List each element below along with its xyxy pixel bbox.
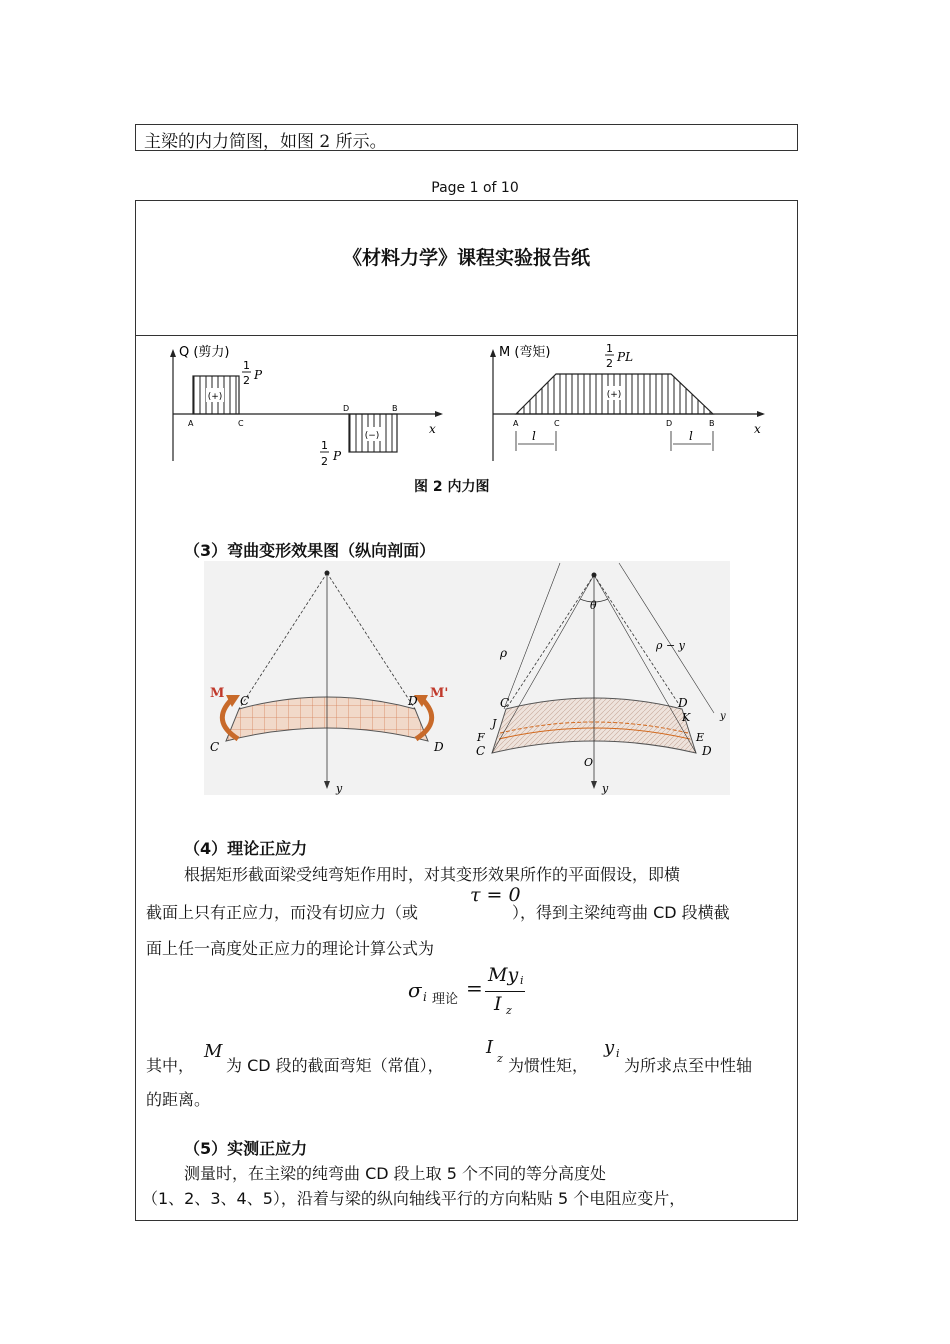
section-5-heading: （5）实测正应力	[184, 1139, 308, 1158]
moment-axis-label: M (弯矩)	[499, 345, 551, 360]
page-number: Page 1 of 10	[431, 180, 519, 196]
point-k-label: K	[682, 711, 691, 724]
sigma-symbol: σ	[408, 978, 422, 1002]
shear-point-a: A	[188, 419, 194, 428]
fraction-bar	[485, 991, 525, 992]
where-text-b: 为 CD 段的截面弯矩（常值），	[226, 1056, 444, 1075]
shear-half-den-bottom: 2	[321, 455, 328, 468]
where-text-e: 的距离。	[146, 1090, 211, 1109]
right-y-dim-label: y	[720, 711, 726, 722]
moment-point-a: A	[513, 419, 519, 428]
moment-plus-label: (+)	[606, 390, 622, 400]
shear-minus-label: (−)	[364, 431, 380, 441]
theta-label: θ	[590, 599, 597, 612]
numerator-my: My	[488, 964, 519, 986]
section-4-line-3: 面上任一高度处正应力的理论计算公式为	[146, 939, 435, 958]
report-content-box	[135, 335, 798, 1221]
right-c-bottom: C	[476, 744, 486, 758]
shear-x-label: x	[429, 422, 436, 436]
where-text-d: 为所求点至中性轴	[624, 1056, 753, 1075]
shear-diagram	[170, 344, 443, 468]
bending-deformation-figure	[204, 561, 730, 795]
section-4-heading: （4）理论正应力	[184, 839, 308, 858]
moment-point-b: B	[709, 419, 715, 428]
sigma-subscript-i: i	[423, 990, 427, 1004]
rho-minus-y-label: ρ − y	[656, 639, 685, 652]
shear-point-c: C	[238, 419, 244, 428]
numerator-sub-i: i	[520, 974, 524, 987]
section-5-line-2: （1、2、3、4、5），沿着与梁的纵向轴线平行的方向粘贴 5 个电阻应变片，	[142, 1189, 686, 1208]
shear-axis-label: Q (剪力)	[179, 345, 230, 360]
moment-pl: PL	[617, 350, 634, 364]
moment-half-num: 1	[606, 342, 613, 355]
shear-half-num-bottom: 1	[321, 439, 328, 452]
section-3-heading: （3）弯曲变形效果图（纵向剖面）	[184, 541, 436, 560]
point-j-label: J	[492, 717, 497, 730]
point-f-label: F	[477, 731, 485, 744]
symbol-m: M	[204, 1041, 223, 1062]
section-4-line-1: 根据矩形截面梁受纯弯矩作用时，对其变形效果所作的平面假设，即横	[184, 865, 681, 884]
shear-half-den: 2	[243, 374, 250, 387]
moment-m-label: M	[210, 686, 225, 701]
left-d-bottom: D	[434, 740, 444, 754]
denominator-sub-z: z	[506, 1004, 512, 1017]
report-header-box	[135, 200, 798, 336]
internal-force-diagram	[161, 341, 781, 476]
shear-point-b: B	[392, 404, 398, 413]
sigma-subscript-theory: 理论	[432, 992, 459, 1007]
point-e-label: E	[696, 731, 705, 744]
moment-l-left: l	[532, 429, 536, 443]
shear-plus-label: (+)	[207, 392, 223, 402]
top-text-box	[135, 124, 798, 151]
symbol-i: I	[486, 1037, 494, 1058]
equals-sign: =	[466, 976, 483, 1000]
section-4-line-2a: 截面上只有正应力，而没有切应力（或	[146, 903, 419, 922]
shear-p-top: P	[254, 368, 263, 382]
shear-half-num: 1	[243, 359, 250, 372]
right-y-label: y	[602, 782, 609, 795]
shear-p-bottom: P	[333, 449, 342, 463]
point-o-label: O	[584, 756, 594, 769]
right-d-bottom: D	[702, 744, 712, 758]
left-c-bottom: C	[210, 740, 220, 754]
left-c-top: C	[240, 694, 250, 708]
moment-point-d: D	[666, 419, 673, 428]
symbol-y: y	[604, 1037, 615, 1058]
figure-2-caption: 图 2 内力图	[414, 479, 490, 495]
right-d-top: D	[678, 696, 688, 710]
top-line-text: 主梁的内力简图，如图 2 所示。	[144, 132, 387, 152]
stress-formula	[408, 964, 538, 1020]
moment-l-right: l	[689, 429, 693, 443]
moment-point-c: C	[554, 419, 560, 428]
where-text-c: 为惯性矩，	[508, 1056, 589, 1075]
left-y-label: y	[336, 782, 343, 795]
report-title: 《材料力学》课程实验报告纸	[342, 247, 590, 269]
symbol-i-sub-z: z	[497, 1052, 503, 1065]
tau-zero: τ = 0	[470, 884, 521, 906]
left-d-top: D	[408, 694, 418, 708]
denominator-i: I	[494, 993, 502, 1015]
moment-half-den: 2	[606, 357, 613, 370]
moment-x-label: x	[754, 422, 761, 436]
figure-background	[204, 561, 730, 795]
rho-label: ρ	[500, 646, 508, 660]
section-5-line-1: 测量时，在主梁的纯弯曲 CD 段上取 5 个不同的等分高度处	[184, 1164, 607, 1183]
moment-m-prime-label: M'	[430, 686, 449, 701]
where-text-a: 其中，	[146, 1056, 195, 1075]
section-4-line-2b: ），得到主梁纯弯曲 CD 段横截	[512, 903, 730, 922]
right-c-top: C	[500, 696, 510, 710]
shear-point-d: D	[343, 404, 350, 413]
symbol-y-sub-i: i	[616, 1047, 620, 1060]
moment-diagram	[490, 342, 765, 461]
